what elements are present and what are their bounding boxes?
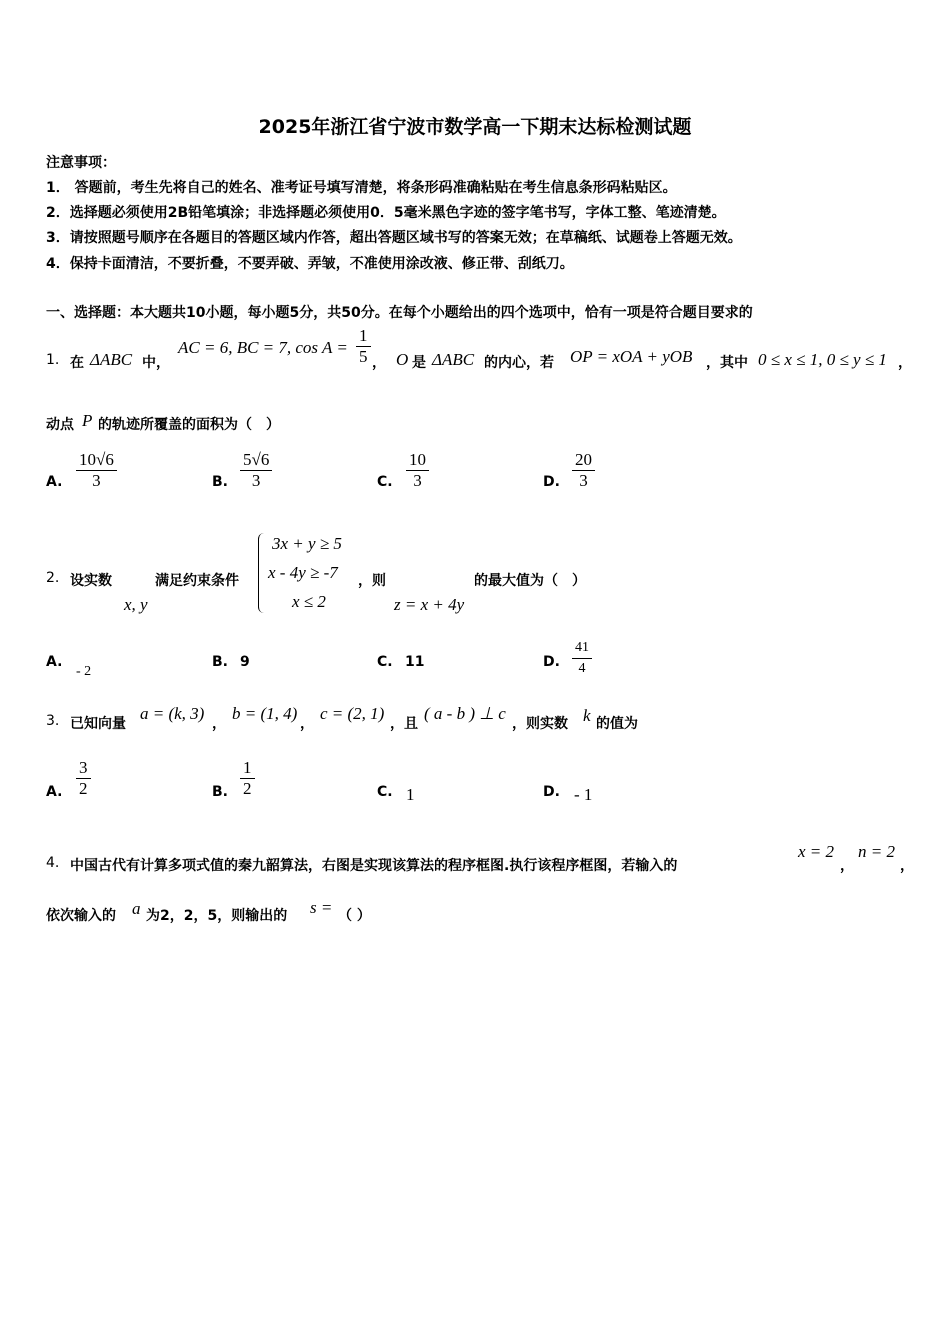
text: ，: [898, 355, 912, 371]
fraction: [356, 326, 371, 367]
constraint: x - 4y ≥ -7: [268, 563, 338, 582]
math: b = (1, 4): [232, 704, 298, 723]
text: （ ）: [338, 908, 371, 924]
constraint: x ≤ 2: [292, 592, 326, 611]
notice-item: 3．请按照题号顺序在各题目的答题区域内作答，超出答题区域书写的答案无效；在草稿纸、试题卷上答题无效。: [46, 230, 742, 246]
option-label: B.: [212, 784, 228, 800]
option-label: C.: [377, 784, 393, 800]
question-number: 2.: [46, 570, 60, 586]
text: ，则: [358, 573, 386, 589]
constraint: 3x + y ≥ 5: [272, 534, 342, 553]
option-label: D.: [543, 654, 560, 670]
question-number: 1.: [46, 352, 60, 368]
math: ΔABC: [90, 350, 133, 369]
brace: [258, 533, 267, 613]
option-label: C.: [377, 474, 393, 490]
denominator: 2: [243, 779, 252, 798]
option-label: A.: [46, 784, 63, 800]
option-value: 9: [240, 654, 250, 670]
text: ，其中: [706, 355, 748, 371]
text: ，则实数: [512, 716, 568, 732]
text: ，: [212, 716, 226, 732]
math: k: [583, 706, 591, 725]
denominator: 2: [79, 779, 88, 798]
text: 的值为: [596, 716, 638, 732]
denominator: 4: [578, 661, 586, 676]
math: n = 2: [858, 842, 895, 861]
text: ，: [372, 355, 386, 371]
notice-heading: 注意事项：: [46, 155, 116, 171]
math: 0 ≤ x ≤ 1, 0 ≤ y ≤ 1: [758, 350, 887, 369]
option-value: [240, 450, 272, 491]
text: ，: [840, 858, 854, 874]
text: 的内心，若: [484, 355, 554, 371]
text: ，: [300, 716, 314, 732]
option-label: A.: [46, 474, 63, 490]
text: 中国古代有计算多项式值的秦九韶算法，右图是实现该算法的程序框图.执行该程序框图，若输入的: [70, 858, 678, 874]
option-label: B.: [212, 474, 228, 490]
text: 已知向量: [70, 716, 126, 732]
option-label: D.: [543, 474, 560, 490]
option-value: 11: [405, 654, 425, 670]
text: ，: [900, 858, 914, 874]
numerator: 5√6: [240, 450, 272, 471]
math: a: [132, 899, 141, 918]
option-label: C.: [377, 654, 393, 670]
text: ，且: [390, 716, 418, 732]
text: 的轨迹所覆盖的面积为（ ）: [98, 417, 280, 433]
option-value: [406, 450, 429, 491]
text: 在: [70, 355, 84, 371]
text: 是: [412, 355, 426, 371]
math: P: [82, 411, 93, 430]
option-value: [240, 758, 255, 799]
option-value: [572, 450, 595, 491]
math: ΔABC: [432, 350, 475, 369]
option-value: [76, 450, 117, 491]
option-value: [76, 758, 91, 799]
notice-item: 2．选择题必须使用2B铅笔填涂；非选择题必须使用0．5毫米黑色字迹的签字笔书写，字体工整、笔迹清楚。: [46, 205, 726, 221]
section-heading: 一、选择题：本大题共10小题，每小题5分，共50分。在每个小题给出的四个选项中，恰有一项是符合题目要求的: [46, 305, 753, 321]
denominator: 3: [251, 471, 261, 490]
math: z = x + 4y: [394, 595, 465, 614]
math: ( a - b ) ⊥ c: [424, 704, 506, 723]
math: c = (2, 1): [320, 704, 385, 723]
denominator: 5: [359, 347, 368, 366]
option-value: - 1: [574, 785, 593, 804]
vector-equation: OP = xOA + yOB: [570, 347, 693, 366]
numerator: 10: [406, 450, 429, 471]
math: x = 2: [798, 842, 835, 861]
math: AC = 6, BC = 7, cos A =: [178, 338, 348, 357]
option-value: - 2: [76, 664, 92, 679]
notice-item: 1． 答题前，考生先将自己的姓名、准考证号填写清楚，将条形码准确粘贴在考生信息条形码粘贴区。: [46, 180, 677, 196]
denominator: 3: [92, 471, 101, 490]
question-number: 4.: [46, 855, 60, 871]
numerator: 1: [240, 758, 255, 779]
option-label: B.: [212, 654, 228, 670]
math: x, y: [124, 595, 148, 614]
text: 设实数: [70, 573, 112, 589]
numerator: 3: [76, 758, 91, 779]
page-title: 2025年浙江省宁波市数学高一下期末达标检测试题: [258, 116, 692, 138]
question-number: 3.: [46, 713, 60, 729]
text: 动点: [46, 417, 74, 433]
text: 的最大值为（ ）: [474, 573, 586, 589]
denominator: 3: [413, 471, 422, 490]
numerator: 10√6: [76, 450, 117, 471]
math: a = (k, 3): [140, 704, 205, 723]
math: s =: [310, 898, 333, 917]
text: 依次输入的: [46, 908, 116, 924]
denominator: 3: [579, 471, 588, 490]
text: 为2，2，5，则输出的: [146, 908, 288, 924]
option-label: D.: [543, 784, 560, 800]
numerator: 20: [572, 450, 595, 471]
math: O: [396, 350, 409, 369]
option-label: A.: [46, 654, 63, 670]
option-value: 1: [406, 785, 415, 804]
notice-item: 4．保持卡面清洁，不要折叠，不要弄破、弄皱，不准使用涂改液、修正带、刮纸刀。: [46, 256, 574, 272]
numerator: 41: [572, 638, 592, 659]
text: 满足约束条件: [155, 573, 239, 589]
option-value: [572, 638, 592, 679]
numerator: 1: [356, 326, 371, 347]
text: 中，: [142, 355, 170, 371]
